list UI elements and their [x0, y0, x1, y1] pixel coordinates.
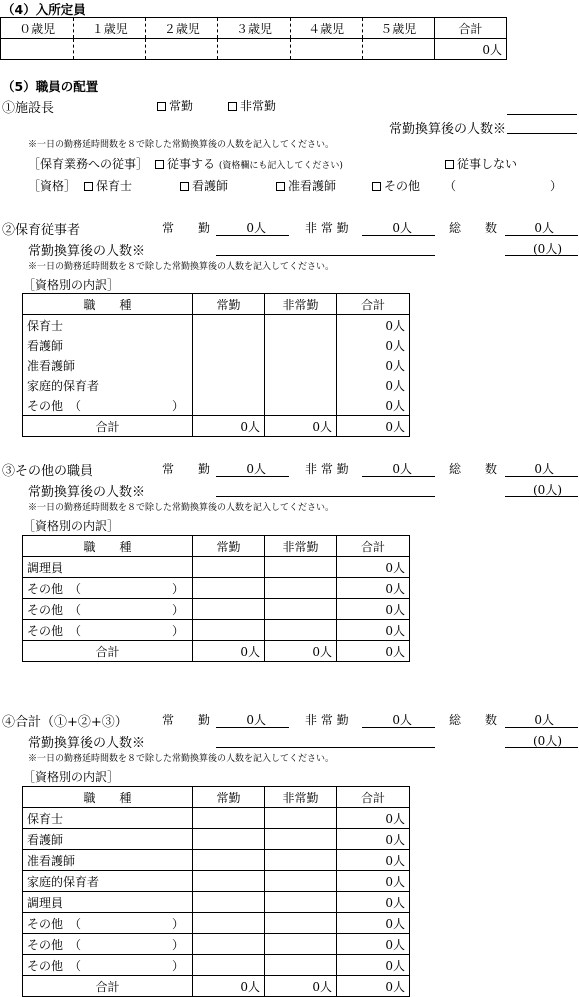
row-total: 0人: [337, 829, 410, 850]
others-label: ③その他の職員: [2, 464, 94, 479]
row-label: その他 （: [27, 958, 82, 973]
row-label: 家庭的保育者: [23, 375, 193, 395]
input-cell[interactable]: [265, 850, 337, 871]
checkbox-icon[interactable]: [276, 182, 285, 191]
table-row: [23, 829, 410, 850]
col-header-parttime: 非常勤: [265, 536, 337, 557]
cell-age0[interactable]: [1, 39, 74, 60]
input-cell[interactable]: [193, 557, 265, 578]
input-cell[interactable]: [265, 871, 337, 892]
row-label: 調理員: [23, 557, 193, 578]
header-age1: １歳児: [74, 18, 146, 39]
table-row: その他 （ ） 0人: [23, 395, 410, 416]
staff-fte-line: [216, 255, 435, 256]
staff-fte-label: 常勤換算後の人数※: [28, 244, 146, 259]
staff-total-value: 0人: [534, 221, 554, 235]
checkbox-icon[interactable]: [84, 182, 93, 191]
input-cell[interactable]: [193, 955, 265, 976]
row-label: その他 （: [27, 398, 82, 413]
sum-fulltime-field[interactable]: [216, 727, 289, 728]
section-5-title: （5）職員の配置: [2, 79, 99, 94]
row-total: 0人: [337, 375, 410, 395]
others-fulltime-value: 0人: [246, 462, 266, 476]
input-cell[interactable]: [265, 335, 337, 355]
qual-option-nursery[interactable]: 保育士: [84, 177, 132, 194]
cell-age1[interactable]: [74, 39, 146, 60]
others-total-value: 0人: [534, 462, 554, 476]
staff-fulltime-field[interactable]: [216, 235, 289, 236]
sum-note: ※一日の勤務延時間数を８で除した常勤換算後の人数を記入してください。: [28, 754, 335, 764]
row-total: 0人: [337, 355, 410, 375]
input-cell[interactable]: [193, 578, 265, 599]
sum-total-value: 0人: [534, 713, 554, 727]
staff-fulltime-value: 0人: [246, 221, 266, 235]
row-total: 0人: [337, 599, 410, 620]
input-cell[interactable]: [193, 620, 265, 641]
sum-fulltime-label: 常 勤: [162, 713, 211, 727]
cell-age5[interactable]: [362, 39, 434, 60]
row-label: その他 （: [27, 937, 82, 952]
qual-option-other[interactable]: その他: [372, 177, 420, 194]
input-cell[interactable]: [265, 892, 337, 913]
input-cell[interactable]: [265, 934, 337, 955]
col-header-type: 職 種: [23, 294, 193, 315]
row-total: 0人: [337, 808, 410, 829]
director-fulltime-option[interactable]: 常勤: [157, 97, 193, 114]
sum-label: 合計: [23, 641, 193, 662]
staff-fte-value: (0人): [533, 242, 562, 256]
table-row: [23, 808, 410, 829]
col-header-parttime: 非常勤: [265, 294, 337, 315]
input-cell[interactable]: [265, 913, 337, 934]
director-count-field[interactable]: [507, 114, 577, 115]
row-total: 0人: [337, 557, 410, 578]
row-total: 0人: [337, 955, 410, 976]
row-total: 0人: [337, 892, 410, 913]
director-parttime-option[interactable]: 非常勤: [228, 97, 276, 114]
input-cell[interactable]: [265, 315, 337, 336]
sum-total-field[interactable]: [505, 727, 578, 728]
table-sum-row: 合計 0人 0人 0人: [23, 641, 410, 662]
sum-parttime-label: 非 常 勤: [305, 713, 349, 727]
sum-parttime-value: 0人: [392, 713, 412, 727]
row-total: 0人: [337, 315, 410, 336]
input-cell[interactable]: [193, 913, 265, 934]
input-cell[interactable]: [265, 620, 337, 641]
qual-label: ［資格］: [28, 179, 77, 193]
header-age5: ５歳児: [362, 18, 434, 39]
row-label: 保育士: [23, 315, 193, 336]
col-header-total: 合計: [337, 294, 410, 315]
input-cell[interactable]: [193, 599, 265, 620]
table-row: [23, 335, 410, 355]
duty-label: ［保育業務への従事］: [28, 157, 149, 171]
row-label: 准看護師: [23, 850, 193, 871]
capacity-table: [0, 17, 507, 60]
col-header-fulltime: 常勤: [193, 294, 265, 315]
header-age3: ３歳児: [218, 18, 290, 39]
staff-fulltime-label: 常 勤: [162, 221, 211, 235]
staff-total-label: 総 数: [449, 221, 498, 235]
input-cell[interactable]: [265, 557, 337, 578]
qual-other-open: （: [444, 179, 457, 193]
header-age0: ０歳児: [1, 18, 74, 39]
input-cell[interactable]: [193, 315, 265, 336]
table-sum-row: 合計 0人 0人 0人: [23, 416, 410, 437]
input-cell[interactable]: [265, 375, 337, 395]
others-parttime-value: 0人: [392, 462, 412, 476]
staff-parttime-label: 非 常 勤: [305, 221, 349, 235]
checkbox-icon[interactable]: [372, 182, 381, 191]
row-total: 0人: [337, 913, 410, 934]
duty-yes-option[interactable]: 従事する (資格欄にも記入してください): [155, 155, 343, 172]
sum-fte-label: 常勤換算後の人数※: [28, 736, 146, 751]
input-cell[interactable]: [265, 395, 337, 416]
col-header-fulltime: 常勤: [193, 787, 265, 808]
row-total: 0人: [337, 850, 410, 871]
col-header-type: 職 種: [23, 787, 193, 808]
input-cell[interactable]: [193, 871, 265, 892]
row-total: 0人: [337, 934, 410, 955]
input-cell[interactable]: [265, 599, 337, 620]
cell-age4[interactable]: [290, 39, 362, 60]
staff-parttime-field[interactable]: [362, 235, 435, 236]
staff-parttime-value: 0人: [392, 221, 412, 235]
input-cell[interactable]: [265, 355, 337, 375]
others-note: ※一日の勤務延時間数を８で除した常勤換算後の人数を記入してください。: [28, 503, 335, 513]
col-header-type: 職 種: [23, 536, 193, 557]
input-cell[interactable]: [193, 355, 265, 375]
col-header-fulltime: 常勤: [193, 536, 265, 557]
row-label: 家庭的保育者: [23, 871, 193, 892]
table-row: [23, 375, 410, 395]
sum-fulltime-value: 0人: [246, 713, 266, 727]
qual-option-assistant-nurse[interactable]: 准看護師: [276, 177, 336, 194]
others-total-label: 総 数: [449, 462, 498, 476]
input-cell[interactable]: [265, 578, 337, 599]
sum-parttime-field[interactable]: [362, 727, 435, 728]
sum-fte-field[interactable]: [505, 747, 578, 748]
qual-other-close: ）: [550, 179, 563, 193]
section-4-title: （4）入所定員: [2, 2, 86, 17]
row-label: 看護師: [23, 335, 193, 355]
row-label: 看護師: [23, 829, 193, 850]
others-fulltime-label: 常 勤: [162, 462, 211, 476]
row-total: 0人: [337, 620, 410, 641]
sum-total-label: 総 数: [449, 713, 498, 727]
input-cell[interactable]: [193, 829, 265, 850]
row-label: その他 （: [27, 602, 82, 617]
table-sum-row: 合計 0人 0人 0人: [23, 976, 410, 997]
sum-label: 合計: [23, 976, 193, 997]
input-cell[interactable]: [265, 829, 337, 850]
row-label: その他 （: [27, 623, 82, 638]
col-header-total: 合計: [337, 787, 410, 808]
others-fulltime-field[interactable]: [216, 476, 289, 477]
row-total: 0人: [337, 871, 410, 892]
cell-age2[interactable]: [146, 39, 218, 60]
checkbox-icon[interactable]: [228, 102, 237, 111]
table-row: その他 （ ） 0人: [23, 913, 410, 934]
input-cell[interactable]: [193, 808, 265, 829]
staff-label: ②保育従事者: [2, 223, 81, 238]
row-label: 調理員: [23, 892, 193, 913]
input-cell[interactable]: [193, 335, 265, 355]
table-row: [23, 315, 410, 336]
table-row: その他 （ ） 0人: [23, 599, 410, 620]
row-total: 0人: [337, 395, 410, 416]
table-row: その他 （ ） 0人: [23, 578, 410, 599]
row-label: その他 （: [27, 916, 82, 931]
director-note: ※一日の勤務延時間数を８で除した常勤換算後の人数を記入してください。: [28, 140, 335, 150]
input-cell[interactable]: [193, 934, 265, 955]
input-cell[interactable]: [265, 955, 337, 976]
staff-fte-field[interactable]: [505, 255, 578, 256]
sum-fte-line: [216, 747, 435, 748]
cell-total: 0人: [434, 39, 506, 60]
row-label: その他 （: [27, 581, 82, 596]
input-cell[interactable]: [265, 808, 337, 829]
sum-fte-value: (0人): [533, 734, 562, 748]
others-total-field[interactable]: [505, 476, 578, 477]
others-parttime-label: 非 常 勤: [305, 462, 349, 476]
table-row: [23, 850, 410, 871]
checkbox-icon[interactable]: [157, 102, 166, 111]
staff-breakdown-label: ［資格別の内訳］: [23, 278, 120, 292]
table-row: [23, 355, 410, 375]
sum-breakdown-table: [22, 786, 410, 997]
table-row: その他 （ ） 0人: [23, 955, 410, 976]
table-row: その他 （ ） 0人: [23, 620, 410, 641]
table-row: [23, 557, 410, 578]
staff-breakdown-table: [22, 293, 410, 437]
others-breakdown-label: ［資格別の内訳］: [23, 519, 120, 533]
header-age2: ２歳児: [146, 18, 218, 39]
qual-option-nurse[interactable]: 看護師: [180, 177, 228, 194]
sum-section-label: ④合計（①+②+③）: [2, 715, 128, 730]
others-fte-label: 常勤換算後の人数※: [28, 485, 146, 500]
staff-note: ※一日の勤務延時間数を８で除した常勤換算後の人数を記入してください。: [28, 262, 335, 272]
row-label: 保育士: [23, 808, 193, 829]
others-fte-line: [216, 496, 435, 497]
row-total: 0人: [337, 335, 410, 355]
staff-total-field[interactable]: [505, 235, 578, 236]
others-breakdown-table: [22, 535, 410, 662]
row-label: 准看護師: [23, 355, 193, 375]
col-header-total: 合計: [337, 536, 410, 557]
others-parttime-field[interactable]: [362, 476, 435, 477]
table-row: その他 （ ） 0人: [23, 934, 410, 955]
director-fte-field[interactable]: [507, 133, 577, 134]
input-cell[interactable]: [193, 850, 265, 871]
checkbox-icon[interactable]: [180, 182, 189, 191]
cell-age3[interactable]: [218, 39, 290, 60]
input-cell[interactable]: [193, 892, 265, 913]
duty-no-option[interactable]: 従事しない: [445, 155, 517, 172]
director-fte-label: 常勤換算後の人数※: [389, 122, 507, 137]
sum-breakdown-label: ［資格別の内訳］: [23, 770, 120, 784]
checkbox-icon[interactable]: [155, 160, 164, 169]
input-cell[interactable]: [193, 375, 265, 395]
table-row: [23, 871, 410, 892]
checkbox-icon[interactable]: [445, 160, 454, 169]
row-total: 0人: [337, 578, 410, 599]
others-fte-field[interactable]: [505, 496, 578, 497]
others-fte-value: (0人): [533, 483, 562, 497]
input-cell[interactable]: [193, 395, 265, 416]
col-header-parttime: 非常勤: [265, 787, 337, 808]
header-total: 合計: [434, 18, 506, 39]
header-age4: ４歳児: [290, 18, 362, 39]
sum-label: 合計: [23, 416, 193, 437]
table-row: [23, 892, 410, 913]
director-label: ①施設長: [2, 101, 55, 116]
